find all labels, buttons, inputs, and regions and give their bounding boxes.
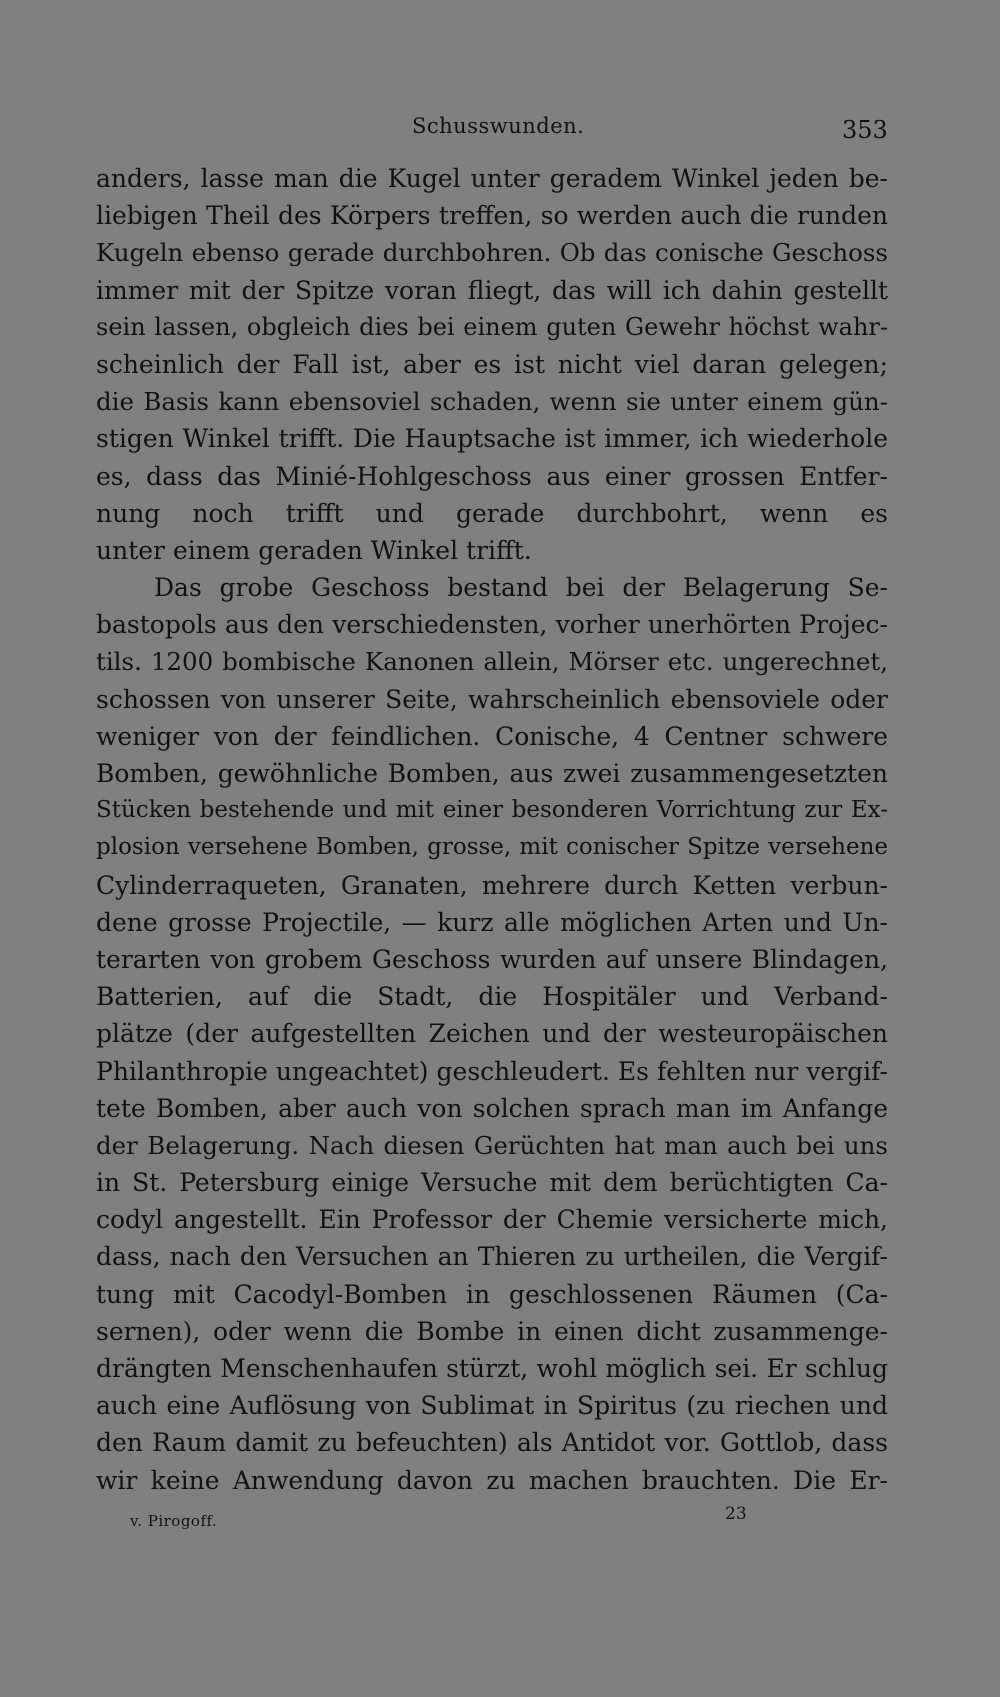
text-line: Cylinderraqueten, Granaten, mehrere durch Ketten verbun-: [96, 870, 888, 900]
text-line: wir keine Anwendung davon zu machen brauchten. Die Er-: [96, 1465, 888, 1495]
text-line: dass, nach den Versuchen an Thieren zu urtheilen, die Vergif-: [96, 1242, 888, 1272]
text-line: plosion versehene Bomben, grosse, mit conischer Spitze versehene: [96, 834, 888, 861]
text-line: stigen Winkel trifft. Die Hauptsache ist immer, ich wiederhole: [96, 424, 888, 454]
signature-mark: 23: [725, 1504, 747, 1524]
text-line: unter einem geraden Winkel trifft.: [96, 535, 532, 565]
text-line: schossen von unserer Seite, wahrscheinlich ebensoviele oder: [96, 684, 888, 714]
text-line: es, dass das Minié-Hohlgeschoss aus einer grossen Entfer-: [96, 461, 888, 491]
text-line: Stücken bestehende und mit einer besonderen Vorrichtung zur Ex-: [96, 797, 888, 824]
page-header: [0, 108, 1000, 148]
text-line: in St. Petersburg einige Versuche mit dem berüchtigten Ca-: [96, 1168, 888, 1198]
text-line: Batterien, auf die Stadt, die Hospitäler und Verband-: [96, 982, 888, 1012]
text-line: Bomben, gewöhnliche Bomben, aus zwei zusammengesetzten: [96, 759, 888, 788]
text-line: tils. 1200 bombische Kanonen allein, Mörser etc. ungerechnet,: [96, 647, 888, 677]
running-title: Schusswunden.: [412, 114, 585, 138]
text-line: scheinlich der Fall ist, aber es ist nicht viel daran gelegen;: [96, 349, 888, 379]
text-line: der Belagerung. Nach diesen Gerüchten hat man auch bei uns: [96, 1130, 888, 1160]
text-line: sernen), oder wenn die Bombe in einen dicht zusammenge-: [96, 1316, 888, 1346]
page-number: 353: [842, 116, 888, 144]
text-line: sein lassen, obgleich dies bei einem guten Gewehr höchst wahr-: [96, 312, 888, 341]
page-footer: [0, 1504, 1000, 1534]
body-text: [96, 160, 888, 1499]
text-line: auch eine Auflösung von Sublimat in Spiritus (zu riechen und: [96, 1391, 888, 1421]
text-line: codyl angestellt. Ein Professor der Chemie versicherte mich,: [96, 1205, 888, 1235]
text-line: den Raum damit zu befeuchten) als Antidot vor. Gottlob, dass: [96, 1428, 888, 1458]
text-line: Kugeln ebenso gerade durchbohren. Ob das conische Geschoss: [96, 238, 888, 268]
text-line: nung noch trifft und gerade durchbohrt, wenn es: [96, 498, 888, 528]
text-line: dene grosse Projectile, — kurz alle möglichen Arten und Un-: [96, 907, 888, 937]
text-line: tete Bomben, aber auch von solchen sprach man im Anfange: [96, 1093, 888, 1123]
text-line: anders, lasse man die Kugel unter geradem Winkel jeden be-: [96, 164, 888, 193]
text-line: weniger von der feindlichen. Conische, 4 Centner schwere: [96, 721, 888, 751]
text-line: liebigen Theil des Körpers treffen, so werden auch die runden: [96, 201, 888, 231]
text-line: die Basis kann ebensoviel schaden, wenn sie unter einem gün-: [96, 387, 888, 417]
text-line: terarten von grobem Geschoss wurden auf unsere Blindagen,: [96, 944, 888, 974]
text-line: plätze (der aufgestellten Zeichen und der westeuropäischen: [96, 1019, 888, 1049]
author-line: v. Pirogoff.: [130, 1512, 218, 1530]
text-line: Das grobe Geschoss bestand bei der Belagerung Se-: [154, 573, 888, 603]
text-line: immer mit der Spitze voran fliegt, das will ich dahin gestellt: [96, 275, 888, 305]
text-line: bastopols aus den verschiedensten, vorher unerhörten Projec-: [96, 610, 888, 640]
text-line: Philanthropie ungeachtet) geschleudert. Es fehlten nur vergif-: [96, 1056, 888, 1086]
text-line: drängten Menschenhaufen stürzt, wohl möglich sei. Er schlug: [96, 1354, 888, 1383]
text-line: tung mit Cacodyl-Bomben in geschlossenen Räumen (Ca-: [96, 1279, 888, 1309]
